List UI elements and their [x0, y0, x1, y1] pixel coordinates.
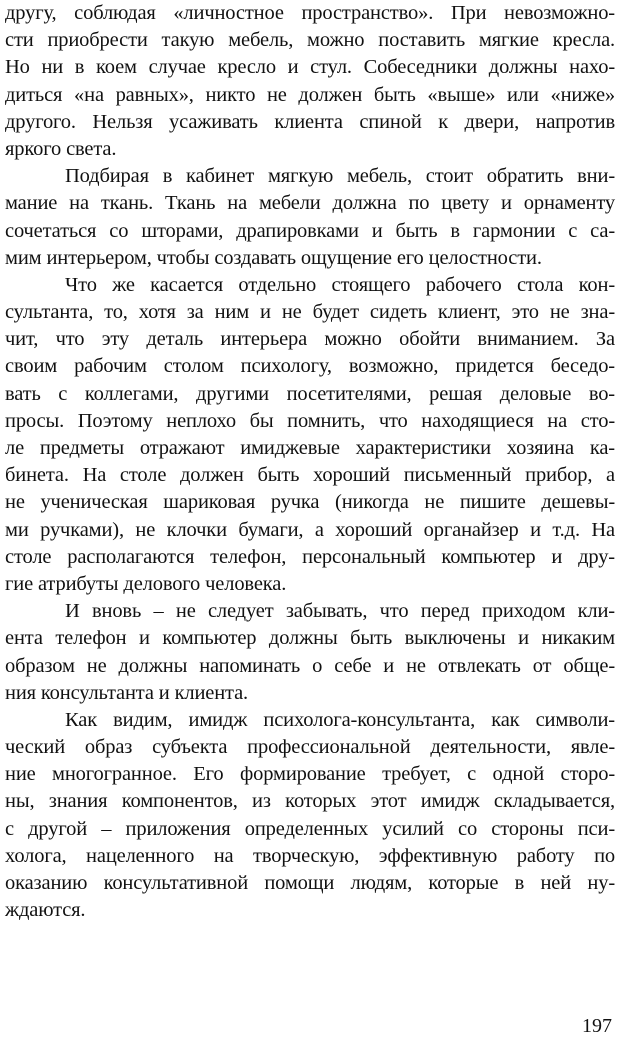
text-line: Подбирая в кабинет мягкую мебель, стоит обратить вни-	[65, 165, 615, 188]
text-line: чит, что эту деталь интерьера можно обойти вниманием. За	[5, 328, 615, 351]
text-line: ждаются.	[5, 899, 86, 922]
text-line: холога, нацеленного на творческую, эффективную работу по	[5, 844, 615, 867]
text-line: образом не должны напоминать о себе и не отвлекать от обще-	[5, 654, 615, 677]
text-line: ны, знания компонентов, из которых этот имидж складывается,	[5, 790, 615, 813]
text-line: другу, соблюдая «личностное пространство». При невозможно-	[5, 2, 615, 24]
text-line: вать с коллегами, другими посетителями, решая деловые во-	[5, 382, 615, 405]
text-line: ента телефон и компьютер должны быть выключены и никаким	[5, 627, 615, 650]
text-line: столе располагаются телефон, персональный компьютер и дру-	[5, 545, 615, 568]
text-line: ние многогранное. Его формирование требует, с одной сторо-	[5, 763, 615, 786]
text-line: мание на ткань. Ткань на мебели должна по цвету и орнаменту	[5, 192, 615, 215]
text-line: другого. Нельзя усаживать клиента спиной к двери, напротив	[5, 110, 615, 133]
text-line: мим интерьером, чтобы создавать ощущение его целостности.	[5, 246, 542, 269]
text-line: Но ни в коем случае кресло и стул. Собеседники должны нахо-	[5, 56, 615, 79]
text-line: яркого света.	[5, 137, 117, 160]
text-line: с другой – приложения определенных усилий со стороны пси-	[5, 817, 615, 840]
text-line: И вновь – не следует забывать, что перед приходом кли-	[65, 600, 615, 623]
text-line: бинета. На столе должен быть хороший письменный прибор, а	[5, 464, 615, 487]
text-line: ми ручками), не клочки бумаги, а хороший органайзер и т.д. На	[5, 518, 615, 541]
text-line: сультанта, то, хотя за ним и не будет сидеть клиент, это не зна-	[5, 301, 615, 324]
text-line: ния консультанта и клиента.	[5, 681, 249, 704]
text-line: гие атрибуты делового человека.	[5, 572, 287, 595]
text-line: просы. Поэтому неплохо бы помнить, что находящиеся на сто-	[5, 409, 615, 432]
text-line: Как видим, имидж психолога-консультанта, как символи-	[65, 708, 615, 731]
text-line: диться «на равных», никто не должен быть «выше» или «ниже»	[5, 83, 615, 106]
text-line: сти приобрести такую мебель, можно поставить мягкие кресла.	[5, 29, 615, 52]
text-line: не ученическая шариковая ручка (никогда не пишите дешевы-	[5, 491, 615, 514]
page-number: 197	[582, 1015, 612, 1037]
text-line: Что же касается отдельно стоящего рабочего стола кон-	[65, 273, 615, 296]
text-line: сочетаться со шторами, драпировками и быть в гармонии с са-	[5, 219, 615, 242]
text-line: ческий образ субъекта профессиональной деятельности, явле-	[5, 736, 615, 759]
body-text	[5, 0, 615, 924]
text-line: оказанию консультативной помощи людям, которые в ней ну-	[5, 872, 615, 894]
text-line: своим рабочим столом психологу, возможно, придется беседо-	[5, 355, 615, 378]
text-line: ле предметы отражают имиджевые характеристики хозяина ка-	[5, 437, 615, 459]
